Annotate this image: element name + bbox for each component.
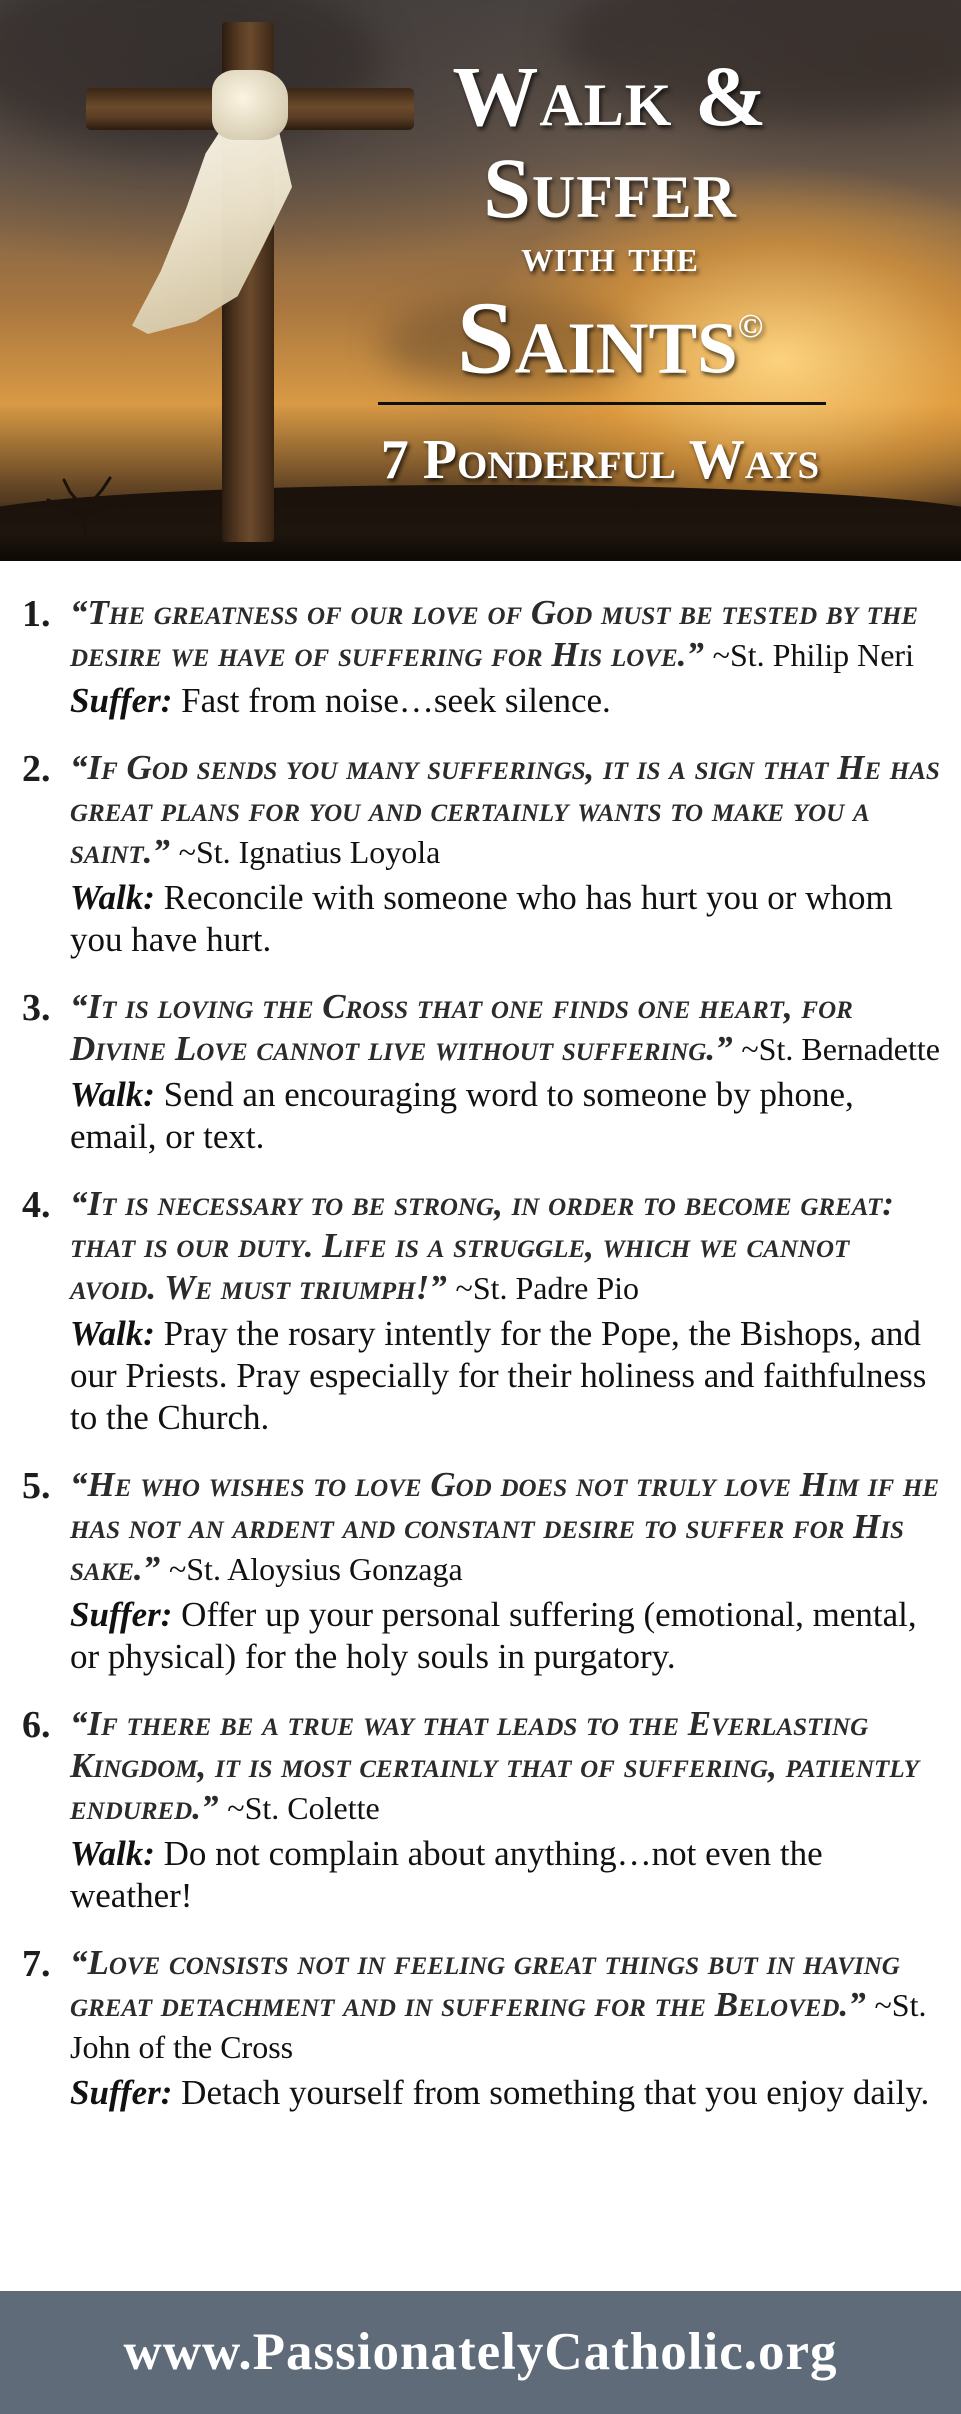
item-action	[70, 877, 941, 961]
item-number: 7.	[22, 1943, 51, 1985]
quote-text: “If God sends you many sufferings, it is a sign that He has great plans for you and certainly wants to make you a saint.”	[70, 748, 940, 871]
quote-attribution: ~St. Colette	[227, 1790, 380, 1826]
quote-attribution: ~St. Ignatius Loyola	[178, 834, 441, 870]
item-action	[70, 680, 941, 722]
item-number: 5.	[22, 1465, 51, 1507]
quote-attribution: ~St. Philip Neri	[712, 637, 914, 673]
title-block	[330, 48, 890, 396]
item-quote	[70, 1942, 941, 2068]
quote-attribution: ~St. Aloysius Gonzaga	[168, 1551, 463, 1587]
quote-attribution: ~St. Padre Pio	[455, 1270, 640, 1306]
cloth-knot	[212, 70, 288, 140]
quote-text: “The greatness of our love of God must be tested by the desire we have of suffering for His love.”	[70, 593, 919, 674]
quote-text: “If there be a true way that leads to the Everlasting Kingdom, it is most certainly that of suffering, patiently endured.”	[70, 1704, 919, 1827]
list-item	[0, 1703, 961, 1917]
list-item	[0, 1464, 961, 1678]
list-item	[0, 747, 961, 961]
item-action	[70, 2072, 941, 2114]
copyright-mark: ©	[737, 308, 764, 345]
tree-icon	[40, 470, 130, 540]
item-quote	[70, 1464, 941, 1590]
item-quote	[70, 1703, 941, 1829]
action-text: Pray the rosary intently for the Pope, the Bishops, and our Priests. Pray especially for their holiness and faithfulness to the Church.	[70, 1314, 927, 1437]
item-number: 4.	[22, 1184, 51, 1226]
item-quote	[70, 986, 941, 1070]
item-action	[70, 1074, 941, 1158]
item-action	[70, 1594, 941, 1678]
quote-text: “It is loving the Cross that one finds one heart, for Divine Love cannot live without suffering.”	[70, 987, 853, 1068]
header-banner	[0, 0, 961, 561]
footer-bar	[0, 2291, 961, 2414]
action-text: Send an encouraging word to someone by phone, email, or text.	[70, 1075, 854, 1156]
ground	[0, 501, 961, 561]
action-label: Walk:	[70, 1834, 155, 1873]
list-item	[0, 592, 961, 722]
subtitle: 7 Ponderful Ways	[380, 429, 820, 491]
item-number: 3.	[22, 987, 51, 1029]
title-line-1: Walk &	[452, 48, 768, 144]
item-number: 6.	[22, 1704, 51, 1746]
item-action	[70, 1833, 941, 1917]
quote-attribution: ~St. Bernadette	[741, 1031, 940, 1067]
title-line-4	[330, 278, 890, 396]
quote-text: “He who wishes to love God does not truly love Him if he has not an ardent and constant desire to suffer for His sake.”	[70, 1465, 940, 1588]
action-text: Reconcile with someone who has hurt you or whom you have hurt.	[70, 878, 893, 959]
ways-list	[0, 592, 961, 2139]
action-label: Suffer:	[70, 2073, 173, 2112]
item-quote	[70, 592, 941, 676]
action-label: Suffer:	[70, 1595, 173, 1634]
item-quote	[70, 747, 941, 873]
title-divider	[378, 402, 826, 405]
action-text: Do not complain about anything…not even the weather!	[70, 1834, 823, 1915]
action-text: Offer up your personal suffering (emotional, mental, or physical) for the holy souls in purgatory.	[70, 1595, 917, 1676]
title-line-3: with the	[521, 230, 699, 281]
list-item	[0, 1183, 961, 1439]
item-quote	[70, 1183, 941, 1309]
list-item	[0, 1942, 961, 2114]
action-text: Detach yourself from something that you enjoy daily.	[181, 2073, 930, 2112]
quote-attribution: ~St. John of the Cross	[70, 1987, 927, 2065]
action-text: Fast from noise…seek silence.	[181, 681, 611, 720]
action-label: Suffer:	[70, 681, 173, 720]
action-label: Walk:	[70, 1075, 155, 1114]
quote-text: “Love consists not in feeling great things but in having great detachment and in suffering for the Beloved.”	[70, 1943, 900, 2024]
list-item	[0, 986, 961, 1158]
quote-text: “It is necessary to be strong, in order to become great: that is our duty. Life is a struggle, which we cannot avoid. We must triumph!”	[70, 1184, 894, 1307]
item-action	[70, 1313, 941, 1439]
item-number: 2.	[22, 748, 51, 790]
title-line-2: Suffer	[483, 140, 737, 236]
action-label: Walk:	[70, 878, 155, 917]
title-saints: Saints	[456, 280, 738, 396]
website-link[interactable]: www.PassionatelyCatholic.org	[123, 2323, 838, 2381]
action-label: Walk:	[70, 1314, 155, 1353]
item-number: 1.	[22, 593, 51, 635]
